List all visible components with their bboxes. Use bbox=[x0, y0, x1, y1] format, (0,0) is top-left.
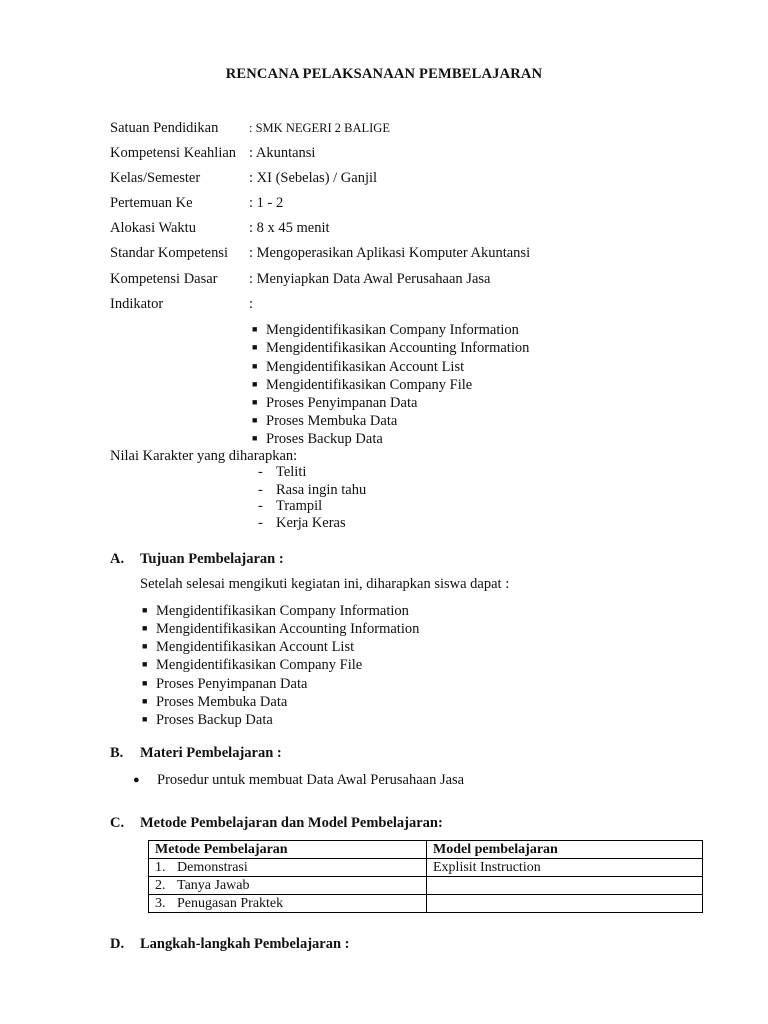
list-item: ■ Mengidentifikasikan Company Information bbox=[252, 322, 519, 338]
table-row bbox=[149, 859, 703, 877]
list-item: ■ Mengidentifikasikan Company File bbox=[252, 377, 473, 393]
square-bullet-icon: ■ bbox=[142, 678, 148, 688]
identity-value: : XI (Sebelas) / Ganjil bbox=[249, 170, 378, 186]
list-item: ■ Mengidentifikasikan Company Information bbox=[142, 603, 409, 619]
round-bullet-icon: ● bbox=[133, 774, 140, 786]
list-item: ■ Mengidentifikasikan Accounting Information bbox=[142, 621, 420, 637]
dash-bullet-icon: - bbox=[258, 515, 263, 531]
list-item: ■ Proses Backup Data bbox=[252, 431, 383, 447]
square-bullet-icon: ■ bbox=[252, 324, 258, 334]
square-bullet-icon: ■ bbox=[252, 342, 258, 352]
list-item: ■ Mengidentifikasikan Account List bbox=[252, 359, 465, 375]
identity-label: Standar Kompetensi bbox=[110, 245, 228, 261]
list-item: - Kerja Keras bbox=[258, 515, 346, 531]
square-bullet-icon: ■ bbox=[252, 415, 258, 425]
square-bullet-icon: ■ bbox=[142, 605, 148, 615]
square-bullet-icon: ■ bbox=[252, 361, 258, 371]
karakter-label: Nilai Karakter yang diharapkan: bbox=[110, 448, 298, 464]
identity-label: Pertemuan Ke bbox=[110, 195, 193, 211]
list-item: - Rasa ingin tahu bbox=[258, 482, 367, 498]
list-item: ● Prosedur untuk membuat Data Awal Perusahaan Jasa bbox=[133, 772, 465, 788]
identity-value: : 1 - 2 bbox=[249, 195, 284, 211]
table-row bbox=[149, 877, 703, 895]
list-item: ■ Proses Membuka Data bbox=[252, 413, 398, 429]
identity-value: : Menyiapkan Data Awal Perusahaan Jasa bbox=[249, 271, 491, 287]
dash-bullet-icon: - bbox=[258, 498, 263, 514]
section-c-heading: C. Metode Pembelajaran dan Model Pembelajaran: bbox=[110, 815, 443, 831]
square-bullet-icon: ■ bbox=[252, 379, 258, 389]
identity-value: : Mengoperasikan Aplikasi Komputer Akuntansi bbox=[249, 245, 531, 261]
square-bullet-icon: ■ bbox=[142, 696, 148, 706]
square-bullet-icon: ■ bbox=[252, 433, 258, 443]
identity-label: Kompetensi Dasar bbox=[110, 271, 218, 287]
identity-label: Alokasi Waktu bbox=[110, 220, 196, 236]
table-header-cell: Metode Pembelajaran bbox=[149, 841, 427, 859]
table-header-cell: Model pembelajaran bbox=[427, 841, 703, 859]
list-item: - Trampil bbox=[258, 498, 323, 514]
table-cell bbox=[427, 877, 703, 895]
table-cell: 1. Demonstrasi bbox=[149, 859, 427, 877]
list-item: ■ Mengidentifikasikan Account List bbox=[142, 639, 355, 655]
square-bullet-icon: ■ bbox=[142, 623, 148, 633]
section-d-heading: D. Langkah-langkah Pembelajaran : bbox=[110, 936, 350, 952]
square-bullet-icon: ■ bbox=[142, 659, 148, 669]
section-a-intro: Setelah selesai mengikuti kegiatan ini, diharapkan siswa dapat : bbox=[140, 576, 510, 592]
list-item: ■ Proses Penyimpanan Data bbox=[142, 676, 308, 692]
identity-label: Satuan Pendidikan bbox=[110, 120, 219, 136]
table-cell: Explisit Instruction bbox=[427, 859, 703, 877]
list-item: ■ Proses Penyimpanan Data bbox=[252, 395, 418, 411]
page-title: RENCANA PELAKSANAAN PEMBELAJARAN bbox=[225, 66, 543, 82]
identity-value: : 8 x 45 menit bbox=[249, 220, 330, 236]
identity-label: Indikator bbox=[110, 296, 164, 312]
identity-value: : Akuntansi bbox=[249, 145, 316, 161]
list-item: ■ Proses Backup Data bbox=[142, 712, 273, 728]
square-bullet-icon: ■ bbox=[142, 641, 148, 651]
table-header-row bbox=[149, 841, 703, 859]
identity-label: Kelas/Semester bbox=[110, 170, 201, 186]
section-a-heading: A. Tujuan Pembelajaran : bbox=[110, 551, 284, 567]
table-cell: 3. Penugasan Praktek bbox=[149, 895, 427, 913]
identity-label: Kompetensi Keahlian bbox=[110, 145, 237, 161]
square-bullet-icon: ■ bbox=[252, 397, 258, 407]
square-bullet-icon: ■ bbox=[142, 714, 148, 724]
dash-bullet-icon: - bbox=[258, 464, 263, 480]
list-item: - Teliti bbox=[258, 464, 307, 480]
list-item: ■ Mengidentifikasikan Accounting Information bbox=[252, 340, 530, 356]
list-item: ■ Proses Membuka Data bbox=[142, 694, 288, 710]
dash-bullet-icon: - bbox=[258, 482, 263, 498]
table-cell: 2. Tanya Jawab bbox=[149, 877, 427, 895]
identity-value: : bbox=[249, 296, 254, 312]
identity-value: : SMK NEGERI 2 BALIGE bbox=[249, 121, 390, 135]
table-cell bbox=[427, 895, 703, 913]
table-row bbox=[149, 895, 703, 913]
metode-table bbox=[148, 840, 703, 913]
section-b-heading: B. Materi Pembelajaran : bbox=[110, 745, 282, 761]
list-item: ■ Mengidentifikasikan Company File bbox=[142, 657, 363, 673]
